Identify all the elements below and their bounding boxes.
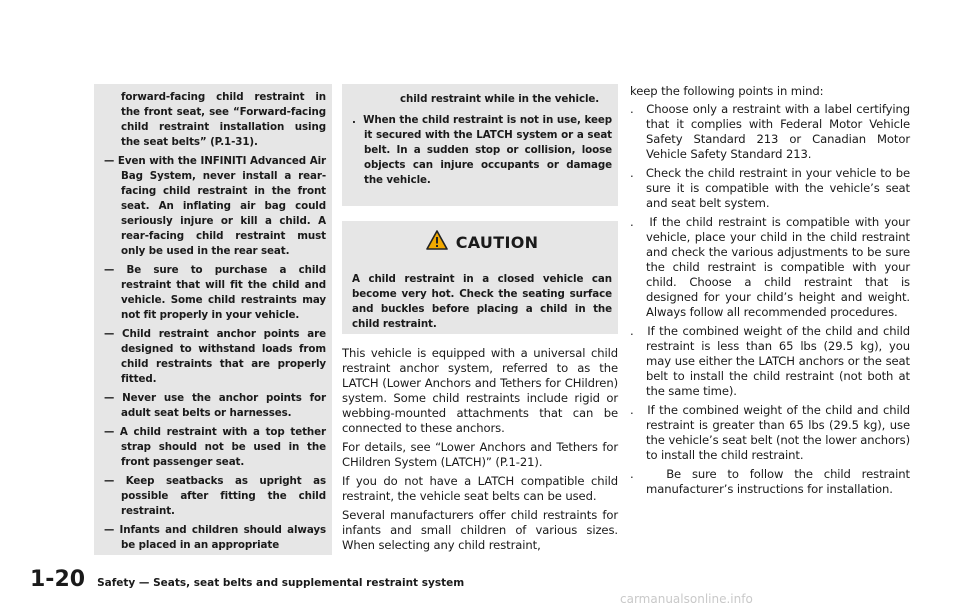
list-item-text: Choose only a restraint with a label certifying that it complies with Federal Motor Vehicle Safety Standard 213 or Canadian Motor Vehicle Safety Standard 213. xyxy=(646,102,910,161)
column-2-warning xyxy=(352,92,612,192)
column-1 xyxy=(104,90,326,557)
caution-title: CAUTION xyxy=(455,232,539,252)
bullet-mark: . xyxy=(352,114,364,126)
caution-text: A child restraint in a closed vehicle can become very hot. Check the seating surface and buckles before placing a child in the child restraint. xyxy=(352,273,612,330)
list-item-text: Be sure to follow the child restraint manufacturer’s instructions for installation. xyxy=(646,467,910,496)
column-2-body xyxy=(342,346,618,557)
page-number: 1-20 xyxy=(30,567,86,592)
list-item xyxy=(630,324,910,399)
list-item xyxy=(630,215,910,320)
continued-text: child restraint while in the vehicle. xyxy=(400,93,600,105)
body-paragraph: For details, see “Lower Anchors and Tethers for CHildren System (LATCH)” (P.1-21). xyxy=(342,440,618,469)
list-item xyxy=(630,467,910,497)
body-paragraph: Several manufacturers offer child restraints for infants and small children of various sizes. When selecting any child restraint, xyxy=(342,508,618,552)
warning-item: — Keep seatbacks as upright as possible after fitting the child restraint. xyxy=(104,475,326,517)
caution-content xyxy=(352,230,612,332)
column-3 xyxy=(630,84,910,501)
intro-text: forward-facing child restraint in the front seat, see “Forward-facing child restraint installation using the seat belts” (P.1-31). xyxy=(121,91,326,148)
section-title: Safety — Seats, seat belts and supplemental restraint system xyxy=(97,577,465,589)
warning-item: — Even with the INFINITI Advanced Air Bag System, never install a rear-facing child restraint in the front seat. An inflating air bag could seriously injure or kill a child. A rear-facing child restraint must only be used in the rear seat. xyxy=(104,155,326,257)
bullet-mark: . xyxy=(630,403,648,417)
warning-item: — A child restraint with a top tether strap should not be used in the front passenger seat. xyxy=(104,426,326,468)
list-item xyxy=(630,166,910,211)
body-paragraph: This vehicle is equipped with a universal child restraint anchor system, referred to as the LATCH (Lower Anchors and Tethers for CHildren) system. Some child restraints include rigid or webbing-mounted attachments that can be connected to these anchors. xyxy=(342,346,618,435)
bullet-mark: . xyxy=(630,166,646,180)
warning-item: — Infants and children should always be placed in an appropriate xyxy=(104,524,326,551)
warning-item: — Child restraint anchor points are designed to withstand loads from child restraints that are properly fitted. xyxy=(104,328,326,385)
bullet-mark: . xyxy=(630,102,647,116)
warning-item: — Never use the anchor points for adult seat belts or harnesses. xyxy=(104,392,326,419)
page-footer xyxy=(30,567,464,592)
body-paragraph: If you do not have a LATCH compatible child restraint, the vehicle seat belts can be used. xyxy=(342,474,618,503)
list-item-text: Check the child restraint in your vehicle to be sure it is compatible with the vehicle’s seat and seat belt system. xyxy=(645,166,910,210)
bullet-mark: . xyxy=(630,324,648,338)
warning-triangle-icon xyxy=(426,230,448,254)
lead-text: keep the following points in mind: xyxy=(630,84,824,98)
warning-bullet-text: When the child restraint is not in use, keep it secured with the LATCH system or a seat belt. In a sudden stop or collision, loose objects can injure occupants or damage the vehicle. xyxy=(363,114,612,186)
list-item xyxy=(630,102,910,162)
warning-bullet xyxy=(352,113,612,188)
warning-item: — Be sure to purchase a child restraint that will fit the child and vehicle. Some child restraints may not fit properly in your vehicle. xyxy=(104,264,326,321)
list-item-text: If the child restraint is compatible with your vehicle, place your child in the child restraint and check the various adjustments to be sure the child restraint is compatible with your child. Choose a child restraint that is designed for your child’s height and weight. Always follow all recommended procedures. xyxy=(646,215,910,319)
list-item-text: If the combined weight of the child and child restraint is greater than 65 lbs (29.5 kg), use the vehicle’s seat belt (not the lower anchors) to install the child restraint. xyxy=(646,403,911,462)
caution-header xyxy=(352,230,612,254)
list-item xyxy=(630,403,910,463)
bullet-mark: . xyxy=(630,215,650,229)
watermark: carmanualsonline.info xyxy=(620,592,753,606)
bullet-mark: . xyxy=(630,467,667,481)
list-item-text: If the combined weight of the child and child restraint is less than 65 lbs (29.5 kg), you may use either the LATCH anchors or the seat belt to install the child restraint (not both at the same time). xyxy=(646,324,911,398)
